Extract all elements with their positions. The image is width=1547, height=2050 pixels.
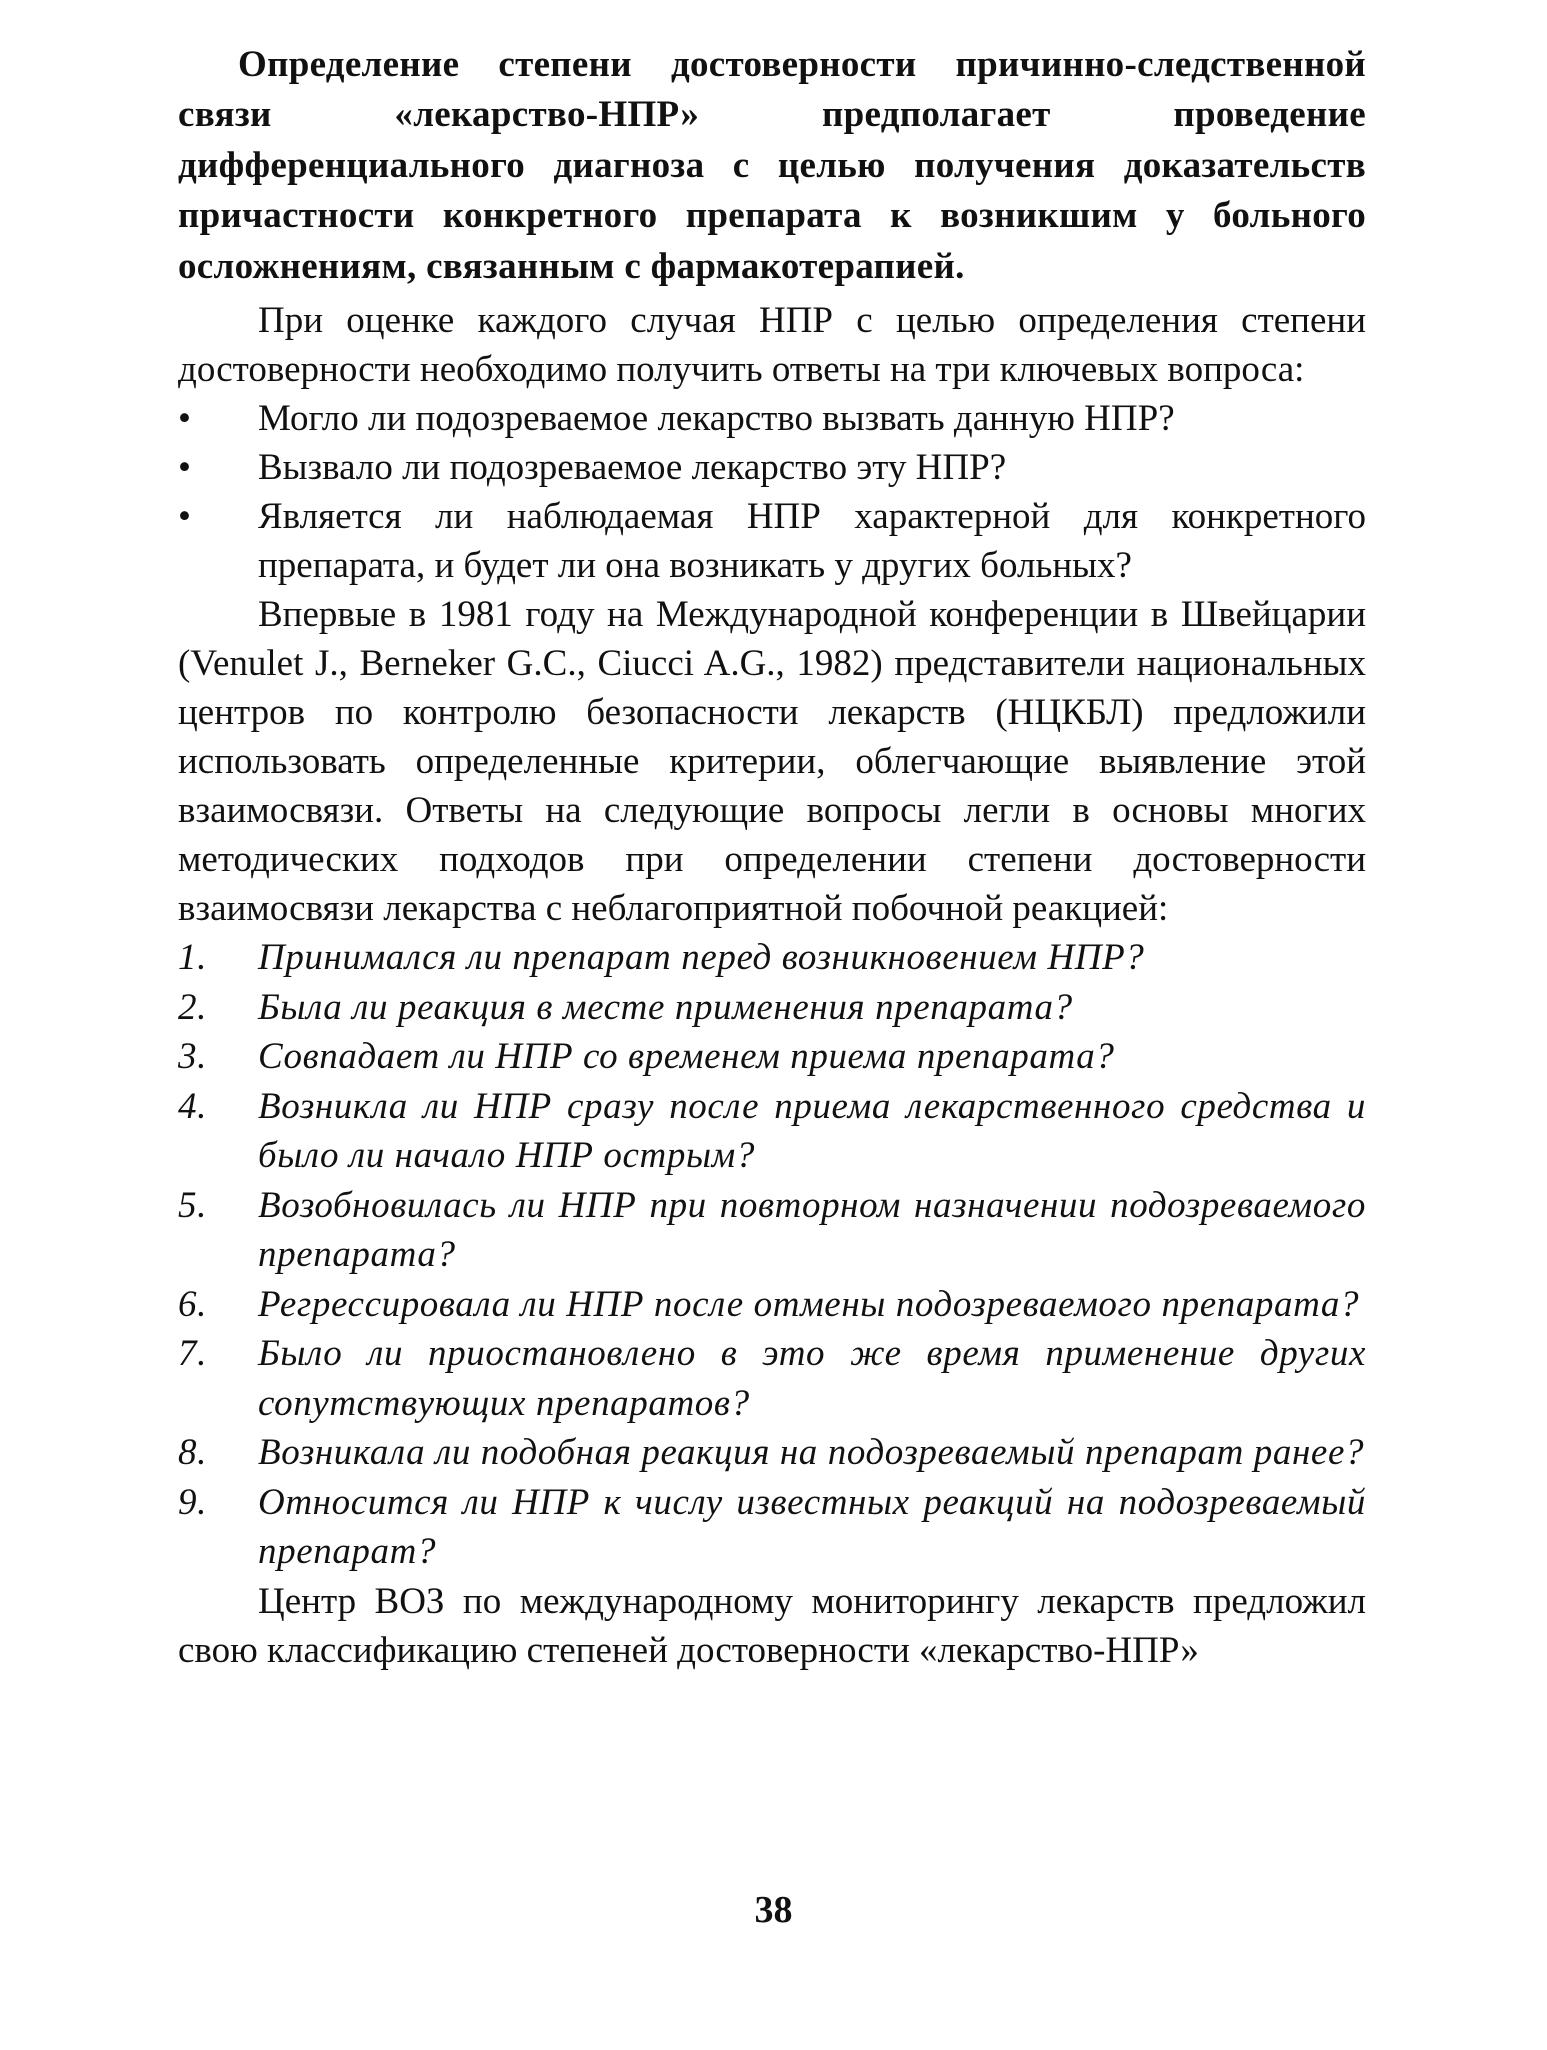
page-body	[178, 40, 1366, 1675]
item-number: 4.	[178, 1085, 207, 1127]
list-item-text: Было ли приостановлено в это же время применение других сопутствующих препаратов?	[258, 1333, 1366, 1424]
item-number: 9.	[178, 1481, 207, 1523]
closing-paragraph: Центр ВОЗ по международному мониторингу лекарств предложил свою классификацию степеней достоверности «лекарство-НПР»	[178, 1580, 1366, 1671]
list-item-text: Принимался ли препарат перед возникновением НПР?	[258, 937, 1145, 979]
list-item-text: Была ли реакция в месте применения препарата?	[258, 986, 1073, 1028]
item-number: 5.	[178, 1184, 207, 1226]
bullet-icon: •	[178, 398, 191, 440]
bullet-icon: •	[178, 447, 191, 489]
list-item-text: Совпадает ли НПР со временем приема препарата?	[258, 1036, 1115, 1078]
list-item	[178, 492, 1366, 590]
list-item	[178, 1082, 1366, 1181]
item-number: 7.	[178, 1333, 207, 1375]
list-item	[178, 1329, 1366, 1428]
list-item	[178, 1181, 1366, 1280]
list-item	[178, 983, 1366, 1033]
list-item-text: Вызвало ли подозреваемое лекарство эту НПР?	[258, 447, 1007, 489]
key-questions-list	[178, 394, 1366, 590]
list-item	[178, 1428, 1366, 1478]
list-item	[178, 443, 1366, 492]
item-number: 6.	[178, 1283, 207, 1325]
list-item-text: Возникла ли НПР сразу после приема лекарственного средства и было ли начало НПР острым?	[258, 1085, 1366, 1177]
list-item	[178, 1280, 1366, 1330]
list-item	[178, 1478, 1366, 1577]
list-item-text: Могло ли подозреваемое лекарство вызвать данную НПР?	[258, 398, 1175, 440]
item-number: 2.	[178, 986, 207, 1028]
page-number: 38	[754, 1889, 793, 1931]
bullet-icon: •	[178, 496, 191, 538]
list-item-text: Относится ли НПР к числу известных реакций на подозреваемый препарат?	[258, 1481, 1366, 1573]
list-item-text: Возобновилась ли НПР при повторном назначении подозреваемого препарата?	[258, 1184, 1366, 1276]
item-number: 8.	[178, 1432, 207, 1474]
item-number: 3.	[178, 1036, 207, 1078]
list-item	[178, 1032, 1366, 1082]
list-item-text: Регрессировала ли НПР после отмены подозреваемого препарата?	[258, 1283, 1360, 1325]
history-paragraph: Впервые в 1981 году на Международной конференции в Швейцарии (Venulet J., Berneker G.C., Ciucci A.G., 1982) представители национальных центров по контролю безопасности лекарств (НЦКБЛ) предложили использовать определенные критерии, облегчающие выявление этой взаимосвязи. Ответы на следующие вопросы легли в основы многих методических подходов при определении степени достоверности взаимосвязи лекарства с неблагоприятной побочной реакцией:	[178, 594, 1366, 930]
list-item	[178, 394, 1366, 443]
criteria-list	[178, 933, 1366, 1577]
intro-paragraph: При оценке каждого случая НПР с целью определения степени достоверности необходимо получить ответы на три ключевых вопроса:	[178, 300, 1366, 391]
list-item-text: Является ли наблюдаемая НПР характерной для конкретного препарата, и будет ли она возникать у других больных?	[258, 496, 1366, 587]
list-item	[178, 933, 1366, 983]
heading-paragraph: Определение степени достоверности причинно-следственной связи «лекарство-НПР» предполагает проведение дифференциального диагноза с целью получения доказательств причастности конкретного препарата к возникшим у больного осложнениям, связанным с фармакотерапией.	[178, 44, 1366, 287]
list-item-text: Возникала ли подобная реакция на подозреваемый препарат ранее?	[258, 1432, 1365, 1474]
item-number: 1.	[178, 937, 207, 979]
